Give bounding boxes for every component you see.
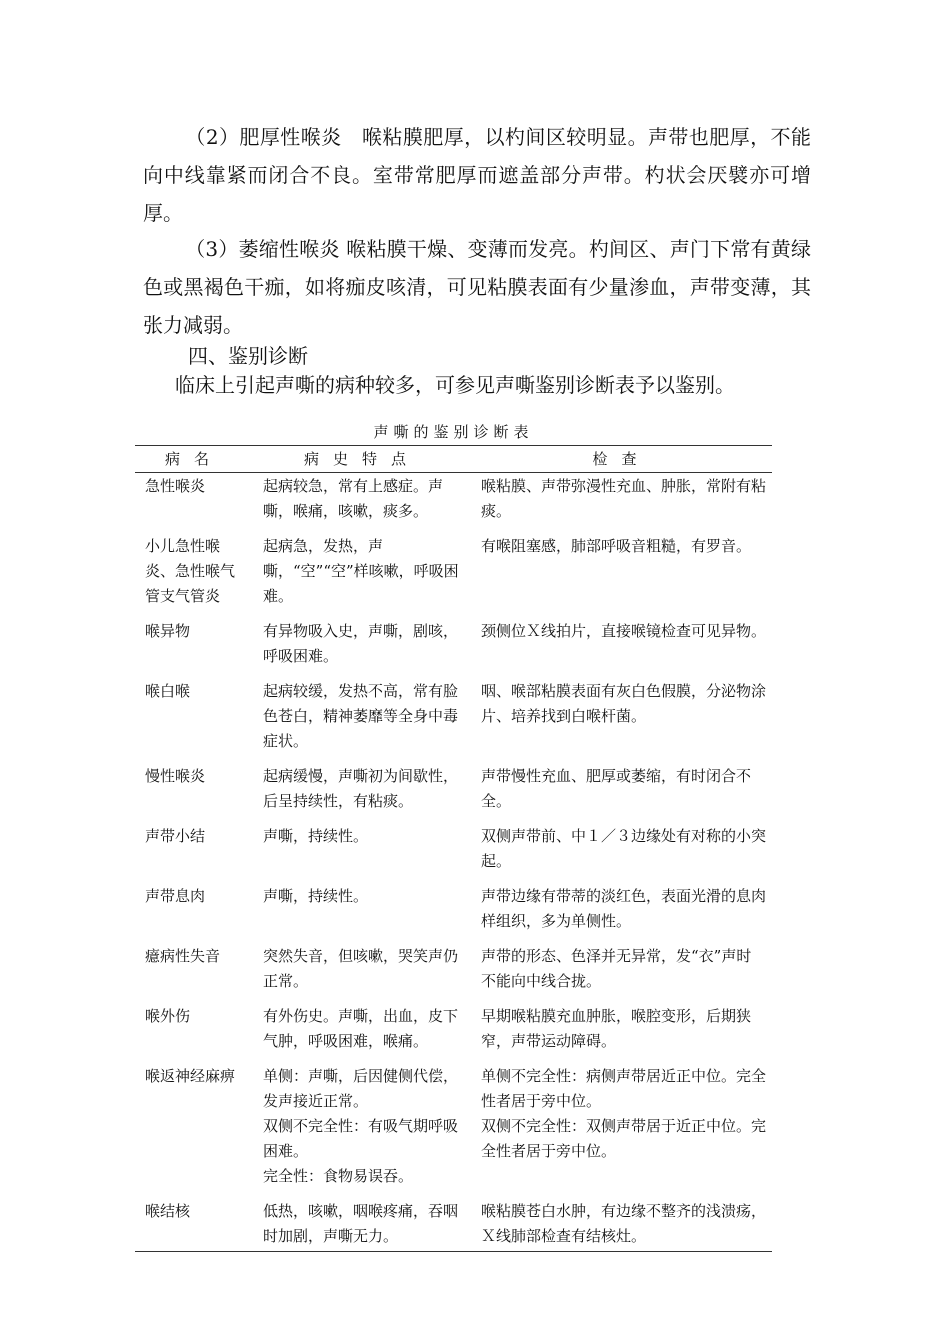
exam-cell-line: 咽、喉部粘膜表面有灰白色假膜，分泌物涂片、培养找到白喉杆菌。 [481,682,767,725]
exam-cell [471,883,772,943]
exam-cell-line: 单侧不完全性：病侧声带居近正中位。完全性者居于旁中位。 [481,1067,767,1110]
disease-name-cell: 慢性喉炎 [145,767,206,785]
disease-name-cell: 喉外伤 [145,1007,191,1025]
history-cell-line: 有外伤史。声嘶，出血，皮下气肿，呼吸困难，喉痛。 [263,1007,459,1050]
table-header-row [135,446,772,473]
exam-cell [471,618,772,678]
disease-name-cell: 声带息肉 [145,887,206,905]
history-cell [253,1003,471,1063]
disease-name-cell: 喉白喉 [145,682,191,700]
history-cell-line: 起病缓慢，声嘶初为间歇性，后呈持续性，有粘痰。 [263,767,459,810]
paragraph-hypertrophic-laryngitis [143,118,811,232]
history-cell [253,823,471,883]
disease-name-cell: 小儿急性喉炎、急性喉气管支气管炎 [145,537,236,605]
table-caption: 声嘶的鉴别诊断表 [373,423,534,441]
history-cell [253,533,471,618]
table-row [135,473,772,534]
exam-cell [471,823,772,883]
disease-name-cell: 喉返神经麻痹 [145,1067,236,1085]
history-cell-line: 起病较急，常有上感症。声嘶，喉痛，咳嗽，痰多。 [263,477,444,520]
exam-cell-line: 有喉阻塞感，肺部呼吸音粗糙，有罗音。 [481,537,752,555]
header-examination: 检查 [471,446,772,473]
exam-cell-line: 双侧声带前、中１／３边缘处有对称的小突起。 [481,827,767,870]
history-cell-line: 双侧不完全性：有吸气期呼吸困难。 [263,1117,459,1160]
history-cell-line: 声嘶，持续性。 [263,887,369,905]
disease-name-cell: 癔病性失音 [145,947,221,965]
header-history: 病史特点 [253,446,471,473]
exam-cell [471,1003,772,1063]
table-row [135,533,772,618]
table-row [135,1198,772,1252]
history-cell [253,1198,471,1252]
exam-cell [471,678,772,763]
table-row [135,1003,772,1063]
table-row [135,1063,772,1198]
history-cell-line: 起病急，发热，声嘶，“空”“空”样咳嗽，呼吸困难。 [263,537,459,605]
exam-cell-line: 早期喉粘膜充血肿胀，喉腔变形，后期狭窄，声带运动障碍。 [481,1007,752,1050]
table-row [135,883,772,943]
history-cell-line: 低热，咳嗽，咽喉疼痛，吞咽时加剧，声嘶无力。 [263,1202,459,1245]
history-cell [253,473,471,534]
history-cell-line: 突然失音，但咳嗽，哭笑声仍正常。 [263,947,459,990]
exam-cell-line: 声带边缘有带蒂的淡红色，表面光滑的息肉样组织，多为单侧性。 [481,887,767,930]
history-cell-line: 完全性：食物易误吞。 [263,1167,414,1185]
table-row [135,943,772,1003]
disease-name-cell: 声带小结 [145,827,206,845]
exam-cell [471,1198,772,1252]
disease-name-cell: 喉结核 [135,1198,253,1252]
paragraph-text: （2）肥厚性喉炎 喉粘膜肥厚，以杓间区较明显。声带也肥厚，不能向中线靠紧而闭合不良。室带常肥厚而遮盖部分声带。杓状会厌襞亦可增厚。 [143,125,811,225]
disease-name-cell: 喉异物 [145,622,191,640]
history-cell [253,943,471,1003]
exam-cell-line: 喉粘膜、声带弥漫性充血、肿胀，常附有粘痰。 [481,477,767,520]
exam-cell [471,1063,772,1198]
exam-cell [471,763,772,823]
history-cell [253,763,471,823]
exam-cell-line: 颈侧位Ｘ线拍片，直接喉镜检查可见异物。 [481,622,767,640]
exam-cell-line: 声带慢性充血、肥厚或萎缩，有时闭合不全。 [481,767,752,810]
differential-diagnosis-table [135,445,772,1252]
paragraph-text: （3）萎缩性喉炎 喉粘膜干燥、变薄而发亮。杓间区、声门下常有黄绿色或黑褐色干痂，如将痂皮咳清，可见粘膜表面有少量渗血，声带变薄，其张力减弱。 [143,237,811,337]
history-cell-line: 有异物吸入史，声嘶，剧咳，呼吸困难。 [263,622,459,665]
history-cell [253,1063,471,1198]
paragraph-atrophic-laryngitis [143,230,811,344]
history-cell [253,618,471,678]
table-row [135,678,772,763]
exam-cell [471,473,772,534]
exam-cell [471,533,772,618]
history-cell-line: 单侧：声嘶，后因健侧代偿，发声接近正常。 [263,1067,459,1110]
exam-cell-line: 双侧不完全性：双侧声带居于近正中位。完全性者居于旁中位。 [481,1117,767,1160]
section-heading: 四、鉴别诊断 [188,344,308,368]
exam-cell [471,943,772,1003]
header-disease-name: 病名 [135,446,253,473]
intro-text: 临床上引起声嘶的病种较多，可参见声嘶鉴别诊断表予以鉴别。 [175,373,735,397]
disease-name-cell: 急性喉炎 [145,477,206,495]
history-cell [253,883,471,943]
table-row [135,763,772,823]
table-row [135,618,772,678]
table-row [135,823,772,883]
history-cell-line: 声嘶，持续性。 [263,827,369,845]
history-cell-line: 起病较缓，发热不高，常有脸色苍白，精神萎靡等全身中毒症状。 [263,682,459,750]
history-cell [253,678,471,763]
exam-cell-line: 声带的形态、色泽并无异常，发“衣”声时不能向中线合拢。 [481,947,752,990]
exam-cell-line: 喉粘膜苍白水肿，有边缘不整齐的浅溃疡，Ｘ线肺部检查有结核灶。 [481,1202,767,1245]
